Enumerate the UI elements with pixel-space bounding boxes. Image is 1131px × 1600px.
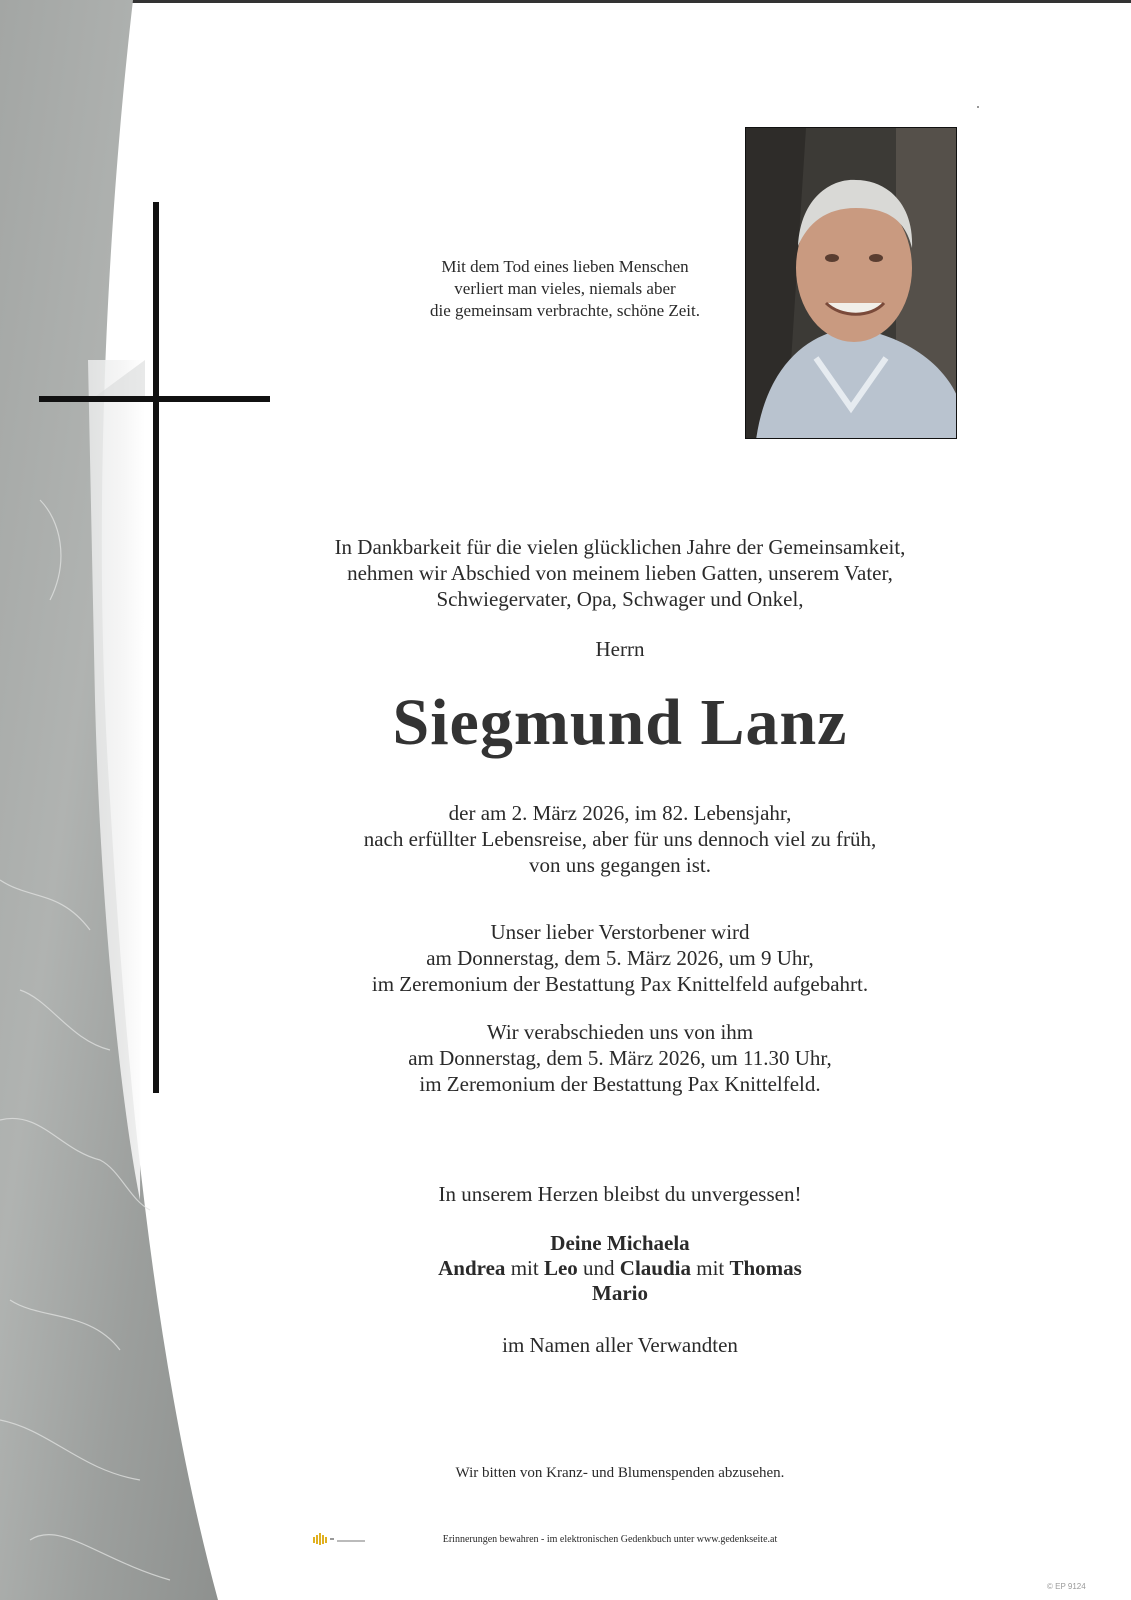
cross-icon — [153, 202, 159, 1093]
death-line: der am 2. März 2026, im 82. Lebensjahr, — [448, 801, 792, 825]
deceased-name: Siegmund Lanz — [392, 686, 848, 759]
closing-line: In unserem Herzen bleibst du unvergessen! — [438, 1182, 802, 1206]
connector-word: mit — [510, 1256, 539, 1280]
donations-note: Wir bitten von Kranz- und Blumenspenden abzusehen. — [455, 1465, 785, 1481]
memorial-quote — [380, 256, 750, 322]
family-name: Thomas — [729, 1256, 802, 1280]
family-name: Deine Michaela — [550, 1231, 690, 1255]
laying-out-line: Unser lieber Verstorbener wird — [490, 920, 750, 944]
quote-line: die gemeinsam verbrachte, schöne Zeit. — [430, 301, 700, 320]
cross-bar — [39, 396, 270, 402]
intro-line: In Dankbarkeit für die vielen glücklichen Jahre der Gemeinsamkeit, — [334, 535, 906, 559]
death-notice — [260, 800, 980, 878]
intro-text — [260, 534, 980, 612]
portrait-photo — [745, 127, 957, 439]
laying-out-line: am Donnerstag, dem 5. März 2026, um 9 Uhr, — [426, 946, 814, 970]
laying-out-notice — [260, 919, 980, 997]
family-name: Leo — [543, 1256, 578, 1280]
farewell-line: im Zeremonium der Bestattung Pax Knittelfeld. — [419, 1072, 821, 1096]
family-signature — [260, 1231, 980, 1306]
gedenkbuch-note: Erinnerungen bewahren - im elektronischen Gedenkbuch unter www.gedenkseite.at — [442, 1534, 778, 1545]
quote-line: Mit dem Tod eines lieben Menschen — [441, 257, 689, 276]
connector-word: und — [583, 1256, 615, 1280]
laying-out-line: im Zeremonium der Bestattung Pax Knittelfeld aufgebahrt. — [371, 972, 869, 996]
relatives-line: im Namen aller Verwandten — [502, 1333, 738, 1357]
print-code: © EP 9124 — [1047, 1582, 1086, 1591]
intro-line: nehmen wir Abschied von meinem lieben Gatten, unserem Vater, — [347, 561, 893, 585]
farewell-notice — [260, 1019, 980, 1097]
speck — [977, 106, 979, 108]
death-line: nach erfüllter Lebensreise, aber für uns dennoch viel zu früh, — [363, 827, 877, 851]
intro-line: Schwiegervater, Opa, Schwager und Onkel, — [436, 587, 804, 611]
salutation: Herrn — [595, 637, 645, 661]
farewell-line: Wir verabschieden uns von ihm — [486, 1020, 754, 1044]
family-name: Claudia — [619, 1256, 691, 1280]
farewell-line: am Donnerstag, dem 5. März 2026, um 11.30 Uhr, — [408, 1046, 832, 1070]
family-name: Mario — [592, 1281, 648, 1305]
publisher-logo — [313, 1532, 369, 1546]
family-name: Andrea — [438, 1256, 506, 1280]
quote-line: verliert man vieles, niemals aber — [454, 279, 676, 298]
death-line: von uns gegangen ist. — [529, 853, 711, 877]
connector-word: mit — [696, 1256, 725, 1280]
